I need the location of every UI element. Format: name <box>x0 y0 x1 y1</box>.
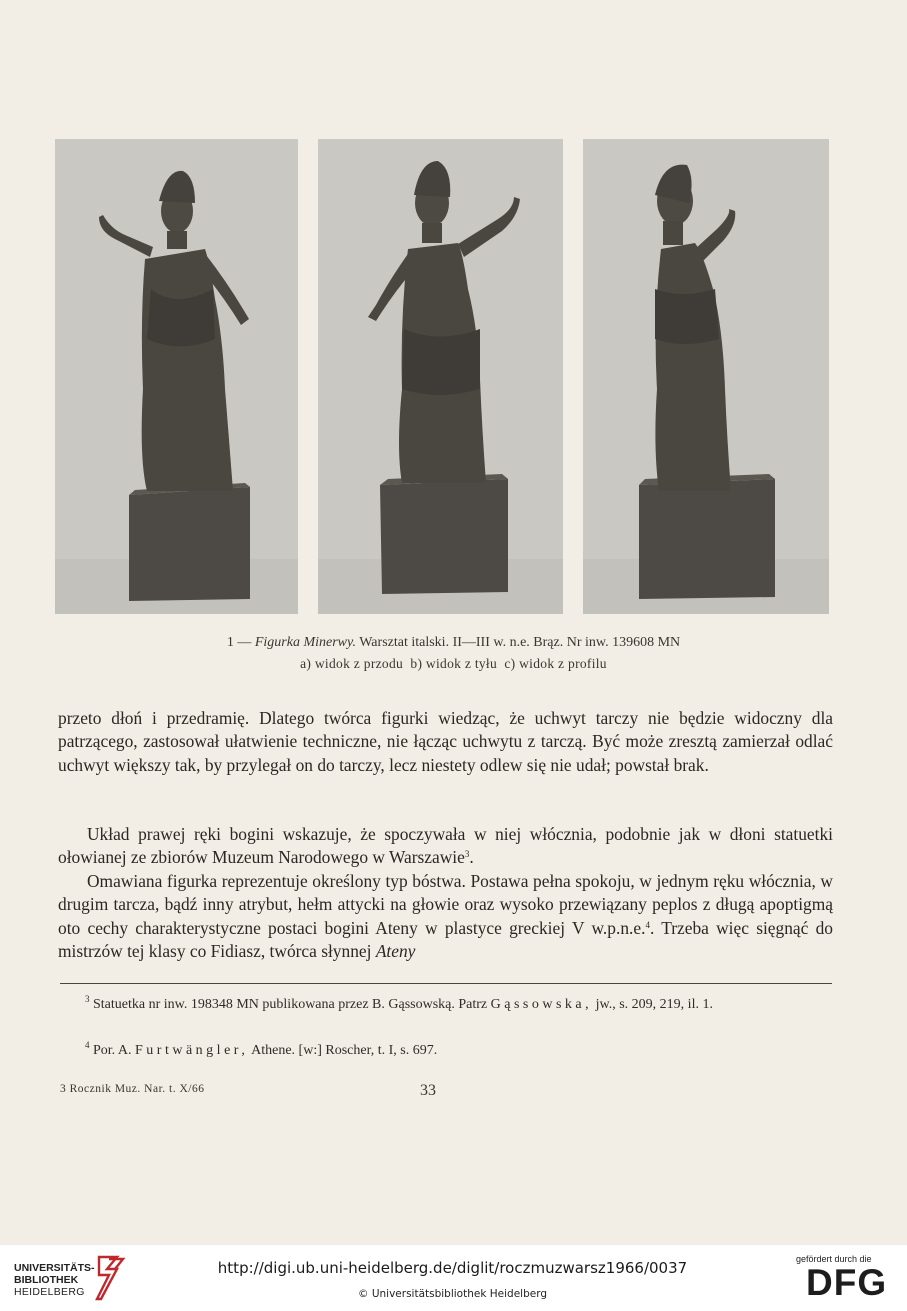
paragraph-3-rest: . Trzeba więc sięgnąć do mistrzów tej klasy co Fidiasz, twórca słynnej <box>58 917 833 961</box>
permalink-url[interactable]: http://digi.ub.uni-heidelberg.de/diglit/roczmuzwarsz1966/0037 <box>217 1259 688 1277</box>
figure-photo-profile-view <box>583 139 829 614</box>
uni-line-3: HEIDELBERG <box>14 1286 85 1298</box>
minerva-statuette-front <box>55 139 298 614</box>
figure-photo-front-view <box>55 139 298 614</box>
paragraph-3 <box>58 870 833 963</box>
footnote-3-author: Gąssowska, <box>490 997 593 1012</box>
footnote-3-text-b: jw., s. 209, 219, il. 1. <box>595 997 713 1012</box>
figure-views-caption: a) widok z przodu b) widok z tyłu c) widok z profilu <box>300 656 607 671</box>
copyright-notice: © Universitätsbibliothek Heidelberg <box>357 1288 547 1300</box>
footnote-3-text-a: Statuetka nr inw. 198348 MN publikowana przez B. Gąssowską. Patrz <box>93 997 488 1012</box>
printer-signature: 3 Rocznik Muz. Nar. t. X/66 <box>60 1083 205 1095</box>
dfg-logo[interactable]: DFG <box>806 1262 888 1303</box>
minerva-statuette-back <box>318 139 563 614</box>
figure-caption <box>0 635 907 651</box>
footnote-divider <box>60 983 832 984</box>
heidelberg-crest-icon <box>95 1255 125 1301</box>
page-number: 33 <box>420 1082 436 1099</box>
footnote-3 <box>58 995 833 1015</box>
footnote-4-text-a: Por. A. <box>93 1043 132 1058</box>
minerva-statuette-profile <box>583 139 829 614</box>
uni-line-1: UNIVERSITÄTS- <box>14 1262 95 1274</box>
figure-photo-back-view <box>318 139 563 614</box>
footnote-ref-4[interactable]: 4 <box>645 919 650 930</box>
dfg-funding-label: gefördert durch die <box>796 1254 872 1264</box>
paragraph-3-text: Omawiana figurka reprezentuje określony typ bóstwa. Postawa pełna spokoju, w jednym ręku włócznia, w drugim tarcza, bądź inny atrybut, hełm attycki na głowie oraz wysoko przewiązany peplos z długą apoptigmą oto cechy charakterystyczne postaci bogini Ateny w plastyce greckiej V w.p.n.e. <box>58 871 833 938</box>
footnote-3-number: 3 <box>85 994 90 1004</box>
uni-line-2: BIBLIOTHEK <box>14 1274 79 1286</box>
paragraph-2 <box>58 823 833 870</box>
paragraph-1: przeto dłoń i przedramię. Dlatego twórca figurki wiedząc, że uchwyt tarczy nie będzie widoczny dla patrzącego, zastosował ułatwienie techniczne, nie łącząc uchwytu z tarczą. Być może zresztą zamierzał odlać uchwyt większy tak, by przylegał on do tarczy, lecz niestety odlew się nie udał; powstał brak. <box>58 708 833 775</box>
caption-number: 1 — <box>226 635 252 650</box>
paragraph-3-italic: Ateny <box>375 940 416 961</box>
caption-details: Warsztat italski. II—III w. n.e. Brąz. Nr inw. 139608 MN <box>359 635 681 650</box>
footnote-4 <box>58 1041 833 1061</box>
digitization-footer <box>0 1245 907 1311</box>
footnote-4-text-b: Athene. [w:] Roscher, t. I, s. 697. <box>251 1043 438 1058</box>
footnote-4-number: 4 <box>85 1040 90 1050</box>
university-library-logo[interactable] <box>14 1262 95 1298</box>
caption-title: Figurka Minerwy. <box>254 635 356 650</box>
paragraph-2-text: Układ prawej ręki bogini wskazuje, że spoczywała w niej włócznia, podobnie jak w dłoni statuetki ołowianej ze zbiorów Muzeum Narodowego w Warszawie <box>58 824 833 868</box>
footnote-ref-3[interactable]: 3 <box>464 849 470 860</box>
footnote-4-author: Furtwängler, <box>135 1043 249 1058</box>
paragraph-2-end: . <box>469 847 474 868</box>
